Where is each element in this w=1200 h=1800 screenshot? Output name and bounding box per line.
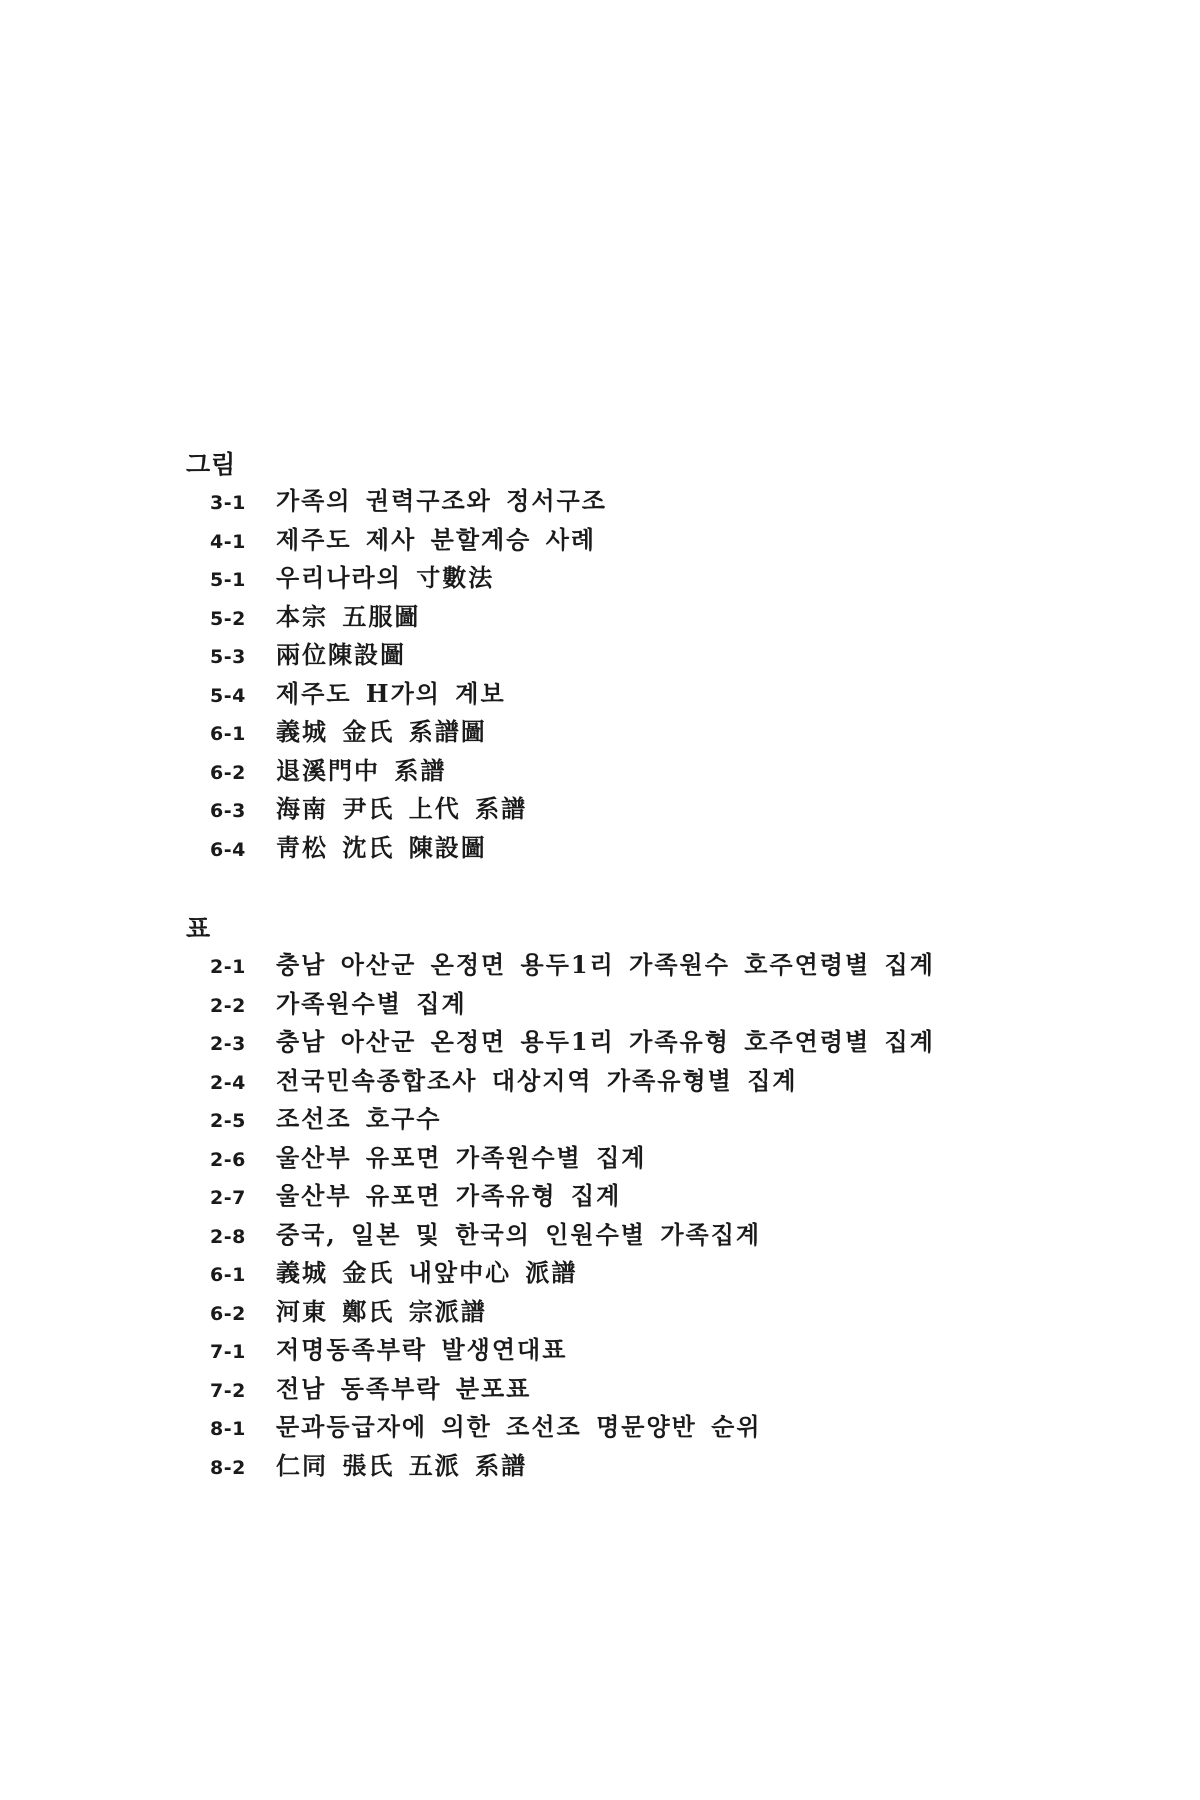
entry-title: 우리나라의 寸數法: [276, 563, 495, 592]
list-item: [210, 1408, 1086, 1447]
entry-number: 7-2: [210, 1379, 246, 1402]
figures-section: [186, 448, 1086, 867]
list-item: [210, 790, 1086, 829]
entry-title: 兩位陳設圖: [276, 640, 406, 669]
list-item: [210, 521, 1086, 560]
list-item: [210, 598, 1086, 637]
entry-number: 2-1: [210, 956, 246, 978]
entry-number: 3-1: [210, 492, 246, 514]
figures-heading: 그림: [186, 450, 237, 479]
list-item: [210, 713, 1086, 752]
entry-title: 문과등급자에 의한 조선조 명문양반 순위: [276, 1412, 762, 1441]
entry-title: 제주도 제사 분할계승 사례: [276, 524, 597, 554]
entry-title: 海南 尹氏 上代 系譜: [276, 794, 528, 823]
entry-title: 전국민속종합조사 대상지역 가족유형별 집계: [276, 1065, 798, 1095]
entry-title: 충남 아산군 온정면 용두1리 가족원수 호주연령별 집계: [276, 950, 935, 979]
list-item: [210, 636, 1086, 675]
entry-title: 靑松 沈氏 陳設圖: [276, 832, 487, 862]
list-item: [210, 752, 1086, 791]
entry-title: 義城 金氏 내앞中心 派譜: [276, 1258, 578, 1287]
entry-number: 6-4: [210, 838, 246, 861]
entry-title: 가족의 권력구조와 정서구조: [276, 486, 607, 515]
entry-number: 8-2: [210, 1456, 246, 1479]
list-item: [210, 1331, 1086, 1370]
entry-title: 울산부 유포면 가족원수별 집계: [276, 1142, 647, 1172]
entry-number: 7-1: [210, 1341, 246, 1363]
entry-number: 5-1: [210, 569, 246, 591]
list-item: [210, 1177, 1086, 1216]
entry-title: 조선조 호구수: [276, 1104, 442, 1133]
entry-number: 6-2: [210, 1302, 246, 1325]
entry-number: 8-1: [210, 1418, 246, 1440]
entry-title: 本宗 五服圖: [276, 601, 421, 631]
list-item: [210, 1447, 1086, 1486]
entry-number: 2-8: [210, 1225, 246, 1248]
entry-number: 5-2: [210, 607, 246, 630]
entry-number: 2-5: [210, 1110, 246, 1132]
list-item: [210, 675, 1086, 714]
entry-number: 2-4: [210, 1071, 246, 1094]
list-item: [210, 1023, 1086, 1062]
list-item: [210, 1216, 1086, 1255]
entry-title: 중국, 일본 및 한국의 인원수별 가족집계: [276, 1219, 762, 1249]
list-item: [210, 946, 1086, 985]
list-item: [210, 1370, 1086, 1409]
list-item: [210, 1100, 1086, 1139]
entry-number: 5-4: [210, 684, 246, 707]
list-item: [210, 1062, 1086, 1101]
entry-number: 6-1: [210, 1264, 246, 1286]
entry-title: 仁同 張氏 五派 系譜: [276, 1450, 528, 1480]
entry-title: 河東 鄭氏 宗派譜: [276, 1296, 487, 1326]
entry-title: 전남 동족부락 분포표: [276, 1373, 532, 1403]
entry-number: 6-1: [210, 723, 246, 745]
entry-number: 2-2: [210, 994, 246, 1017]
entry-number: 2-7: [210, 1187, 246, 1209]
entry-number: 2-3: [210, 1033, 246, 1055]
entry-number: 2-6: [210, 1148, 246, 1171]
tables-section: [186, 912, 1086, 1485]
list-item: [210, 559, 1086, 598]
list-item: [210, 482, 1086, 521]
entry-title: 충남 아산군 온정면 용두1리 가족유형 호주연령별 집계: [276, 1027, 935, 1056]
entry-number: 4-1: [210, 530, 246, 553]
list-item: [210, 1139, 1086, 1178]
entry-number: 6-3: [210, 800, 246, 822]
entry-title: 저명동족부락 발생연대표: [276, 1335, 568, 1364]
tables-list: [186, 946, 1086, 1485]
entry-title: 義城 金氏 系譜圖: [276, 717, 487, 746]
list-item: [210, 1293, 1086, 1332]
tables-heading: 표: [186, 914, 212, 943]
figures-list: [186, 482, 1086, 867]
entry-number: 6-2: [210, 761, 246, 784]
entry-title: 울산부 유포면 가족유형 집계: [276, 1181, 622, 1210]
entry-title: 退溪門中 系譜: [276, 755, 447, 785]
list-item: [210, 829, 1086, 868]
entry-title: 가족원수별 집계: [276, 988, 467, 1018]
entry-number: 5-3: [210, 646, 246, 668]
list-item: [210, 1254, 1086, 1293]
list-item: [210, 985, 1086, 1024]
entry-title: 제주도 H가의 계보: [276, 678, 506, 708]
